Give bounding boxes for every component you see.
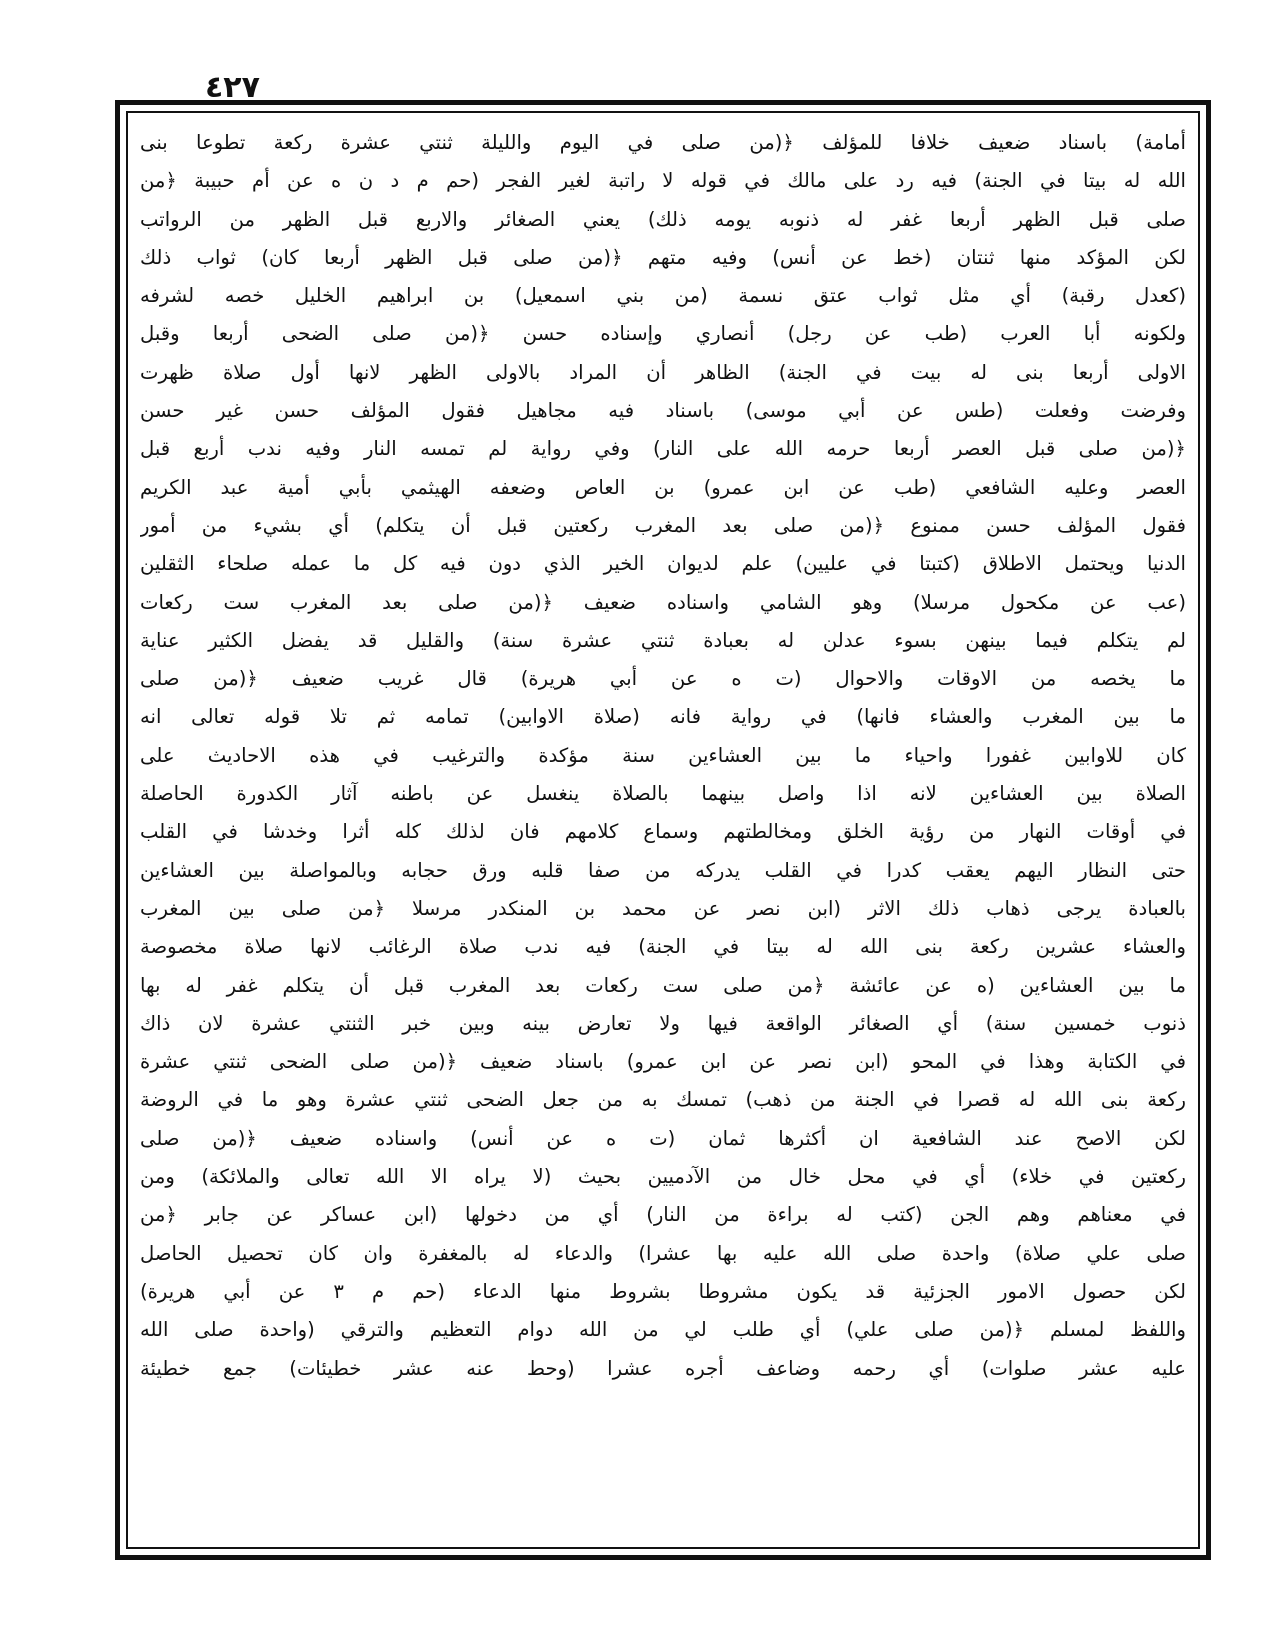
text-line: أمامة) باسناد ضعيف خلافا للمؤلف ﴿(من صلى في اليوم والليلة ثنتي عشرة ركعة تطوعا بنى (140, 131, 1186, 154)
text-line: الله له بيتا في الجنة) فيه رد على مالك في قوله لا راتبة لغير الفجر (حم م د ن ه عن أم حبيبة ﴿من (140, 169, 1186, 193)
text-line: (كعدل رقبة) أي مثل ثواب عتق نسمة (من بني اسمعيل) بن ابراهيم الخليل خصه لشرفه (140, 284, 1186, 308)
text-line: ولكونه أبا العرب (طب عن رجل) أنصاري وإسناده حسن ﴿(من صلى الضحى أربعا وقبل (140, 322, 1186, 346)
text-line: الصلاة بين العشاءين لانه اذا واصل بينهما بالصلاة ينغسل عن باطنه آثار الكدورة الحاصلة (140, 782, 1186, 806)
text-line: العصر وعليه الشافعي (طب عن ابن عمرو) بن العاص وضعفه الهيثمي بأبي أمية عبد الكريم (140, 475, 1186, 499)
text-line: ما يخصه من الاوقات والاحوال (ت ه عن أبي هريرة) قال غريب ضعيف ﴿(من صلى (140, 667, 1186, 691)
text-line: في الكتابة وهذا في المحو (ابن نصر عن ابن عمرو) باسناد ضعيف ﴿(من صلى الضحى ثنتي عشرة (140, 1050, 1186, 1074)
text-line: لكن المؤكد منها ثنتان (خط عن أنس) وفيه متهم ﴿(من صلى قبل الظهر أربعا كان) ثواب ذلك (140, 245, 1186, 269)
text-line: لكن الاصح عند الشافعية ان أكثرها ثمان (ت ه عن أنس) واسناده ضعيف ﴿(من صلى (140, 1126, 1186, 1150)
text-line: في معناهم وهم الجن (كتب له براءة من النار) أي من دخولها (ابن عساكر عن جابر ﴿من (140, 1203, 1186, 1227)
text-line: عليه عشر صلوات) أي رحمه وضاعف أجره عشرا (وحط عنه عشر خطيئات) جمع خطيئة (140, 1356, 1186, 1380)
text-line: واللفظ لمسلم ﴿(من صلى علي) أي طلب لي من الله دوام التعظيم والترقي (واحدة صلى الله (140, 1318, 1186, 1342)
text-line: صلى علي صلاة) واحدة صلى الله عليه بها عشرا) والدعاء له بالمغفرة وان كان تحصيل الحاصل (140, 1241, 1186, 1265)
text-line: في أوقات النهار من رؤية الخلق ومخالطتهم وسماع كلامهم فان لذلك كله أثرا وخدشا في القلب (140, 820, 1186, 844)
arabic-text-block (140, 124, 1186, 1540)
text-line: لكن حصول الامور الجزئية قد يكون مشروطا بشروط منها الدعاء (حم م ٣ عن أبي هريرة) (140, 1279, 1186, 1303)
text-line: كان للاوابين غفورا واحياء ما بين العشاءين سنة مؤكدة والترغيب في هذه الاحاديث على (140, 743, 1186, 767)
text-line: فقول المؤلف حسن ممنوع ﴿(من صلى بعد المغرب ركعتين قبل أن يتكلم) أي بشيء من أمور (140, 513, 1186, 537)
text-line: ركعتين في خلاء) أي في محل خال من الآدميين بحيث (لا يراه الا الله تعالى والملائكة) ومن (140, 1165, 1186, 1189)
text-line: ركعة بنى الله له قصرا في الجنة من ذهب) تمسك به من جعل الضحى ثنتي عشرة وهو ما في الروضة (140, 1088, 1186, 1112)
text-line: وفرضت وفعلت (طس عن أبي موسى) باسناد فيه مجاهيل فقول المؤلف حسن غير حسن (140, 399, 1186, 423)
text-line: ما بين المغرب والعشاء فانها) في رواية فانه (صلاة الاوابين) تمامه ثم تلا قوله تعالى انه (140, 705, 1186, 729)
text-line: (عب عن مكحول مرسلا) وهو الشامي واسناده ضعيف ﴿(من صلى بعد المغرب ست ركعات (140, 590, 1186, 614)
text-line: الدنيا ويحتمل الاطلاق (كتبتا في عليين) علم لديوان الخير الذي دون فيه كل ما عمله صلحاء الثقلين (140, 552, 1186, 576)
text-line: صلى قبل الظهر أربعا غفر له ذنوبه يومه ذلك) يعني الصغائر والاربع قبل الظهر من الرواتب (140, 207, 1186, 231)
text-line: ﴿(من صلى قبل العصر أربعا حرمه الله على النار) وفي رواية لم تمسه النار وفيه ندب أربع قبل (140, 437, 1186, 461)
page-number: ٤٢٧ (205, 70, 260, 105)
text-line: بالعبادة يرجى ذهاب ذلك الاثر (ابن نصر عن محمد بن المنكدر مرسلا ﴿من صلى بين المغرب (140, 896, 1186, 920)
text-line: حتى النظار اليهم يعقب كدرا في القلب يدركه من صفا قلبه ورق حجابه وبالمواصلة بين العشاءين (140, 858, 1186, 882)
text-line: ما بين العشاءين (ه عن عائشة ﴿من صلى ست ركعات بعد المغرب قبل أن يتكلم غفر له بها (140, 973, 1186, 997)
text-line: ذنوب خمسين سنة) أي الصغائر الواقعة فيها ولا تعارض بينه وبين خبر الثنتي عشرة لان ذاك (140, 1011, 1186, 1035)
text-line: الاولى أربعا بنى له بيت في الجنة) الظاهر أن المراد بالاولى الظهر لانها أول صلاة ظهرت (140, 360, 1186, 384)
text-line: والعشاء عشرين ركعة بنى الله له بيتا في الجنة) فيه ندب صلاة الرغائب لانها صلاة مخصوصة (140, 935, 1186, 959)
text-line: لم يتكلم فيما بينهن بسوء عدلن له بعبادة ثنتي عشرة سنة) والقليل قد يفضل الكثير عناية (140, 628, 1186, 652)
